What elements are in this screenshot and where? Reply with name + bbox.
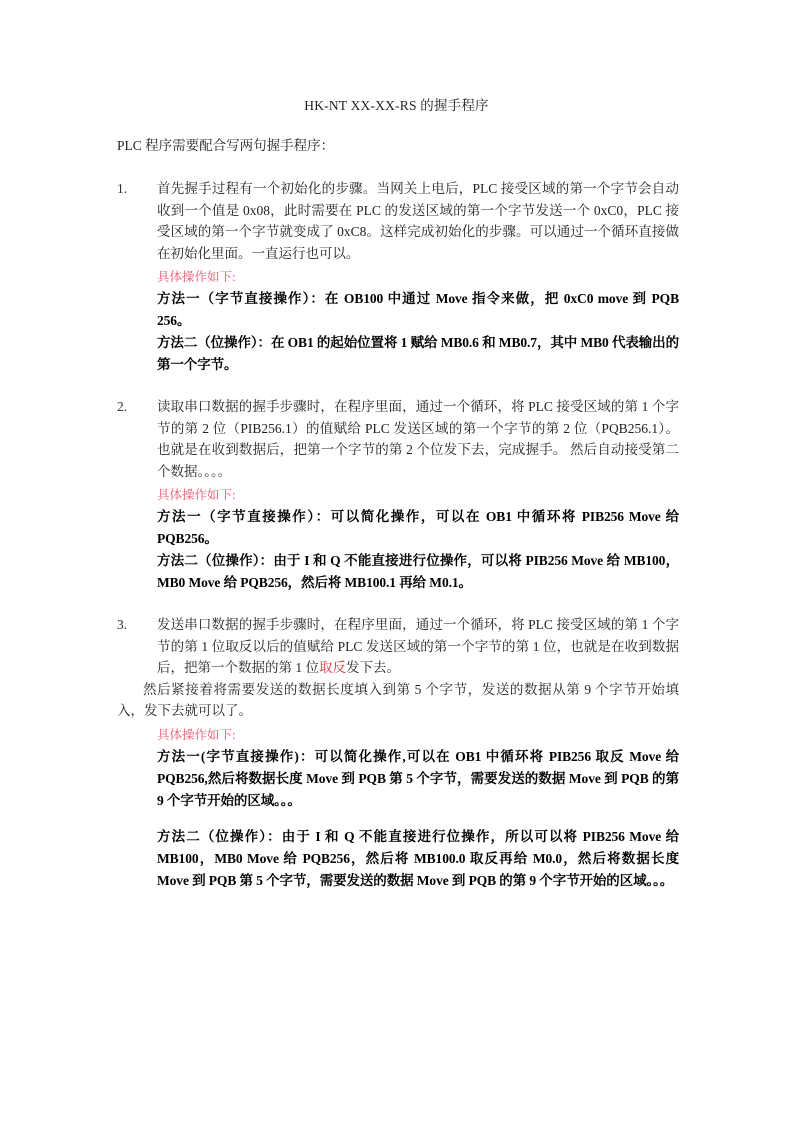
step-2-method-1: 方法一（字节直接操作）：可以简化操作，可以在 OB1 中循环将 PIB256 Move 给 PQB256。 — [157, 509, 679, 546]
step-item-3 — [117, 614, 679, 892]
step-1-method-1: 方法一（字节直接操作）：在 OB100 中通过 Move 指令来做，把 0xC0 move 到 PQB 256。 — [157, 291, 679, 328]
step-3-body-part1: 发送串口数据的握手步骤时，在程序里面，通过一个循环，将 PLC 接受区域的第 1 个字节的第 1 位取反以后的值赋给 PLC 发送区域的第一个字节的第 1 位，也就是在收到数据后，把第一个数据的第 1 位 — [157, 617, 679, 675]
step-1-method-2: 方法二（位操作）：在 OB1 的起始位置将 1 赋给 MB0.6 和 MB0.7，其中 MB0 代表输出的第一个字节。 — [157, 335, 679, 372]
step-2-method-2: 方法二（位操作）：由于 I 和 Q 不能直接进行位操作，可以将 PIB256 Move 给 MB100，MB0 Move 给 PQB256，然后将 MB100.1 再给 M0.1。 — [157, 553, 679, 590]
step-3-highlight: 取反 — [319, 660, 346, 675]
step-3-note-label: 具体操作如下: — [157, 727, 236, 742]
page-title: HK-NT XX-XX-RS 的握手程序 — [304, 98, 489, 113]
steps-list — [117, 178, 679, 892]
intro-paragraph: PLC 程序需要配合写两句握手程序： — [117, 138, 335, 153]
step-1-note-label: 具体操作如下: — [157, 270, 236, 284]
step-3-body — [157, 614, 679, 679]
step-2-body: 读取串口数据的握手步骤时，在程序里面，通过一个循环，将 PLC 接受区域的第 1 个字节的第 2 位（PIB256.1）的值赋给 PLC 发送区域的第一个字节的第 2 位（PQB256.1）。也就是在收到数据后，把第一个字节的第 2 个位发下去，完成握手。 然后自动接受第二个数据。。。。 — [157, 399, 679, 479]
step-item-2 — [117, 396, 679, 594]
step-3-body-continued: 然后紧接着将需要发送的数据长度填入到第 5 个字节，发送的数据从第 9 个字节开始填入，发下去就可以了。 — [117, 681, 679, 718]
step-3-method-2: 方法二（位操作）：由于 I 和 Q 不能直接进行位操作，所以可以将 PIB256 Move 给 MB100，MB0 Move 给 PQB256，然后将 MB100.0 取反再给 M0.0，然后将数据长度 Move 到 PQB 第 5 个字节，需要发送的数据 Move 到 PQB 的第 9 个字节开始的区域。。。 — [157, 828, 679, 888]
method-spacer — [157, 812, 679, 826]
step-3-body-part2: 发下去。 — [346, 660, 400, 675]
step-3-method-1: 方法一(字节直接操作)：可以简化操作,可以在 OB1 中循环将 PIB256 取反 Move 给 PQB256,然后将数据长度 Move 到 PQB 第 5 个字节，需要发送的数据 Move 到 PQB 的第 9 个字节开始的区域。。。 — [157, 748, 679, 808]
step-2-note-label: 具体操作如下: — [157, 488, 236, 502]
step-item-1 — [117, 178, 679, 376]
document-body — [117, 136, 679, 912]
step-1-body: 首先握手过程有一个初始化的步骤。当网关上电后，PLC 接受区域的第一个字节会自动收到一个值是 0x08，此时需要在 PLC 的发送区域的第一个字节发送一个 0xC0，PLC 接受区域的第一个字节就变成了 0xC8。这样完成初始化的步骤。可以通过一个循环直接做在初始化里面。一直运行也可以。 — [157, 181, 679, 261]
